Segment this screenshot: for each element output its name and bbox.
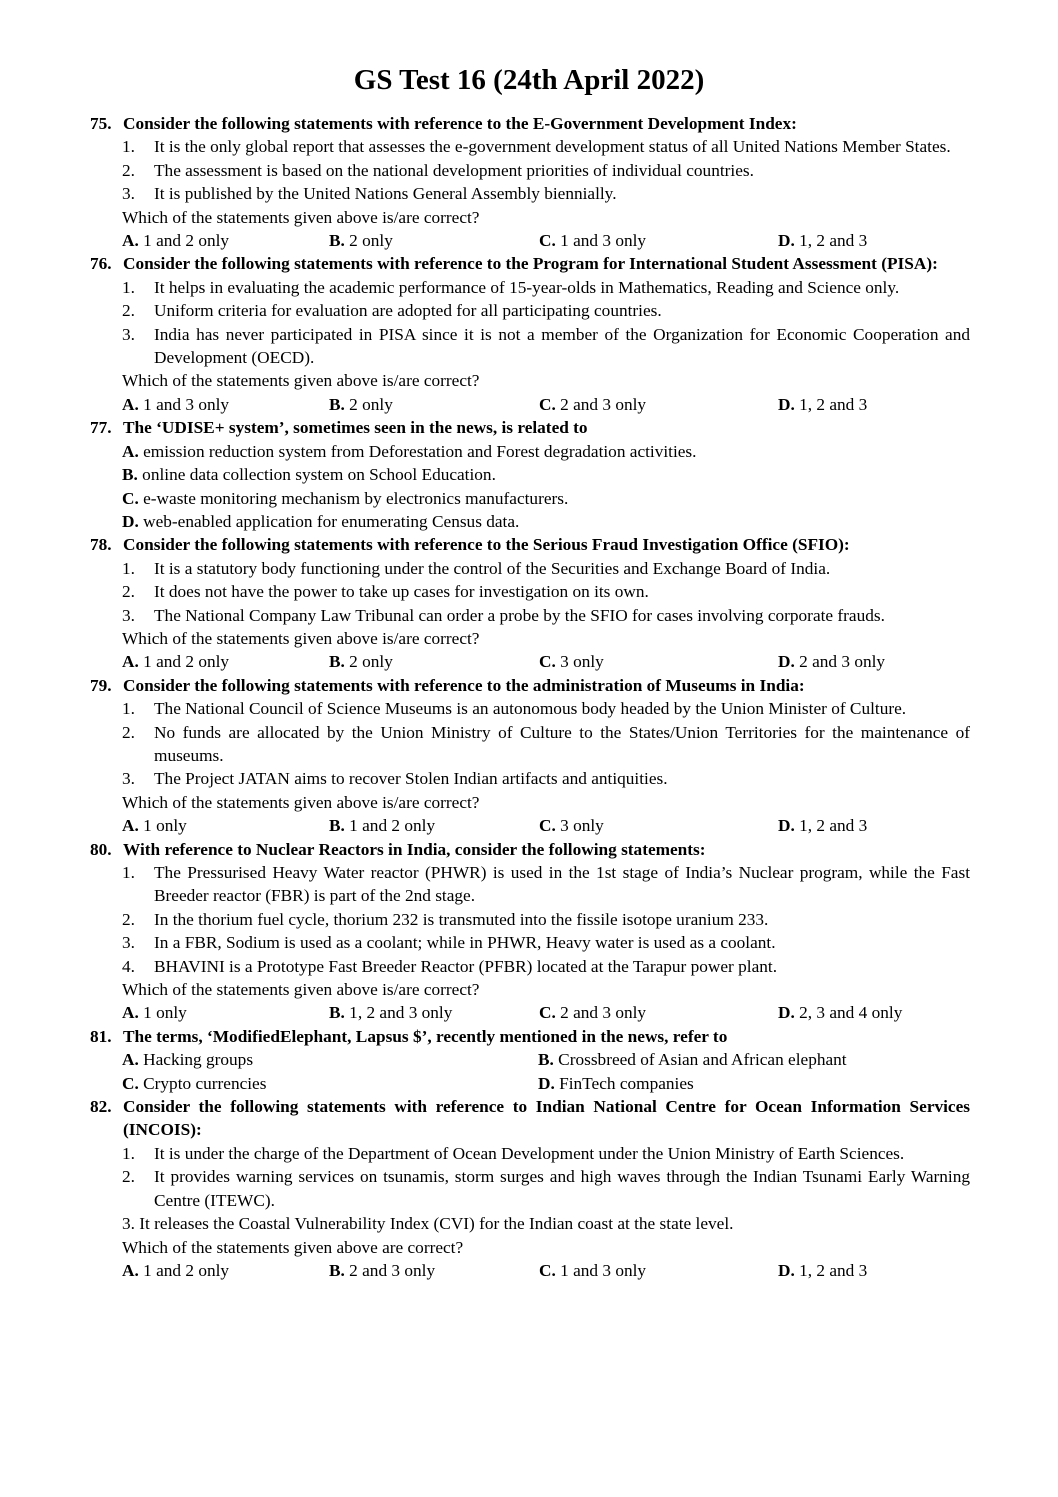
statement-text: It is under the charge of the Department of Ocean Development under the Union Ministry of Earth Sciences. [154, 1143, 905, 1163]
answer-option [778, 650, 970, 673]
statement-text: No funds are allocated by the Union Ministry of Culture to the States/Union Territories for the maintenance of museums. [154, 722, 970, 765]
statement-text: BHAVINI is a Prototype Fast Breeder Reactor (PFBR) located at the Tarapur power plant. [154, 956, 778, 976]
option-text: 3 only [555, 652, 604, 672]
statement-number: 1. [122, 699, 135, 719]
option-text: 2 and 3 only [555, 1003, 647, 1023]
question-prompt: Which of the statements given above is/are correct? [122, 792, 480, 812]
option-letter: B. [122, 465, 138, 485]
statement-text: It is the only global report that assesses the e-government development status of all United Nations Member States. [154, 137, 951, 157]
question-78 [90, 533, 970, 673]
option-letter: B. [329, 1003, 345, 1023]
option-letter: D. [778, 394, 795, 414]
answer-option [122, 650, 329, 673]
option-letter: D. [778, 231, 795, 251]
option-letter: C. [122, 488, 139, 508]
option-letter: D. [538, 1073, 555, 1093]
statement-text: Uniform criteria for evaluation are adopted for all participating countries. [154, 301, 662, 321]
option-letter: C. [539, 1003, 556, 1023]
answer-option [539, 1259, 778, 1282]
option-letter: C. [539, 652, 556, 672]
option-letter: C. [539, 231, 556, 251]
statement-text: It is a statutory body functioning under the control of the Securities and Exchange Board of India. [154, 558, 831, 578]
answer-option [778, 229, 970, 252]
question-prompt: Which of the statements given above is/are correct? [122, 371, 480, 391]
option-text: 1 and 3 only [555, 231, 647, 251]
answer-option [539, 814, 778, 837]
option-letter: A. [122, 652, 139, 672]
question-text: The terms, ‘ModifiedElephant, Lapsus $’, recently mentioned in the news, refer to [123, 1026, 728, 1046]
option-letter: B. [329, 816, 345, 836]
statement-number: 4. [122, 956, 135, 976]
statement-text: In a FBR, Sodium is used as a coolant; while in PHWR, Heavy water is used as a coolant. [154, 933, 776, 953]
option-letter: A. [122, 1260, 139, 1280]
statement-text: The assessment is based on the national development priorities of individual countries. [154, 160, 754, 180]
answer-option [778, 1259, 970, 1282]
answer-option [122, 229, 329, 252]
answer-options [122, 1001, 970, 1024]
answer-option [122, 463, 970, 486]
option-text: 1, 2 and 3 [794, 1260, 868, 1280]
statement-text: It helps in evaluating the academic performance of 15-year-olds in Mathematics, Reading and Science only. [154, 277, 900, 297]
option-text: web-enabled application for enumerating Census data. [138, 511, 520, 531]
answer-option [329, 650, 539, 673]
question-stem [90, 1095, 970, 1142]
option-letter: A. [122, 231, 139, 251]
option-text: Hacking groups [138, 1050, 254, 1070]
option-letter: A. [122, 1050, 139, 1070]
statement-item [122, 767, 970, 790]
statement-text: The National Council of Science Museums is an autonomous body headed by the Union Minister of Culture. [154, 699, 907, 719]
question-text: Consider the following statements with reference to the E-Government Development Index: [123, 114, 797, 133]
statement-number: 2. [122, 301, 135, 321]
option-text: 1, 2 and 3 only [344, 1003, 453, 1023]
option-text: 2 and 3 only [794, 652, 886, 672]
option-text: 1 only [138, 1003, 187, 1023]
question-text: Consider the following statements with reference to the administration of Museums in India: [123, 675, 805, 695]
option-letter: A. [122, 816, 139, 836]
statement-item [122, 908, 970, 931]
answer-option [122, 814, 329, 837]
statement-text: The Pressurised Heavy Water reactor (PHWR) is used in the 1st stage of India’s Nuclear program, while the Fast Breeder reactor (FBR) is part of the 2nd stage. [154, 863, 970, 906]
question-stem [90, 112, 970, 135]
statement-item [122, 135, 970, 158]
answer-options [122, 814, 970, 837]
option-text: 1, 2 and 3 [794, 816, 868, 836]
statement-number: 2. [122, 1167, 135, 1187]
answer-option [778, 814, 970, 837]
answer-option [778, 1001, 970, 1024]
question-number: 79. [90, 675, 112, 695]
question-number: 78. [90, 535, 112, 555]
answer-option [122, 487, 970, 510]
answer-option [122, 510, 970, 533]
option-letter: C. [539, 394, 556, 414]
question-number: 80. [90, 839, 112, 859]
option-text: 2, 3 and 4 only [794, 1003, 903, 1023]
option-letter: A. [122, 394, 139, 414]
statement-item [122, 861, 970, 908]
statement-number: 3. [122, 769, 135, 789]
question-stem [90, 1025, 970, 1048]
question-text: With reference to Nuclear Reactors in India, consider the following statements: [123, 839, 706, 859]
statement-item [122, 604, 970, 627]
statement-item [122, 1165, 970, 1212]
question-text: Consider the following statements with reference to Indian National Centre for Ocean Information Services (INCOIS): [123, 1097, 970, 1140]
option-text: 1, 2 and 3 [794, 231, 868, 251]
question-number: 77. [90, 418, 112, 438]
statement-number: 3. [122, 605, 135, 625]
option-text: 2 only [344, 231, 393, 251]
question-number: 81. [90, 1026, 112, 1046]
option-letter: B. [329, 1260, 345, 1280]
option-letter: C. [539, 816, 556, 836]
answer-option [122, 1259, 329, 1282]
question-prompt: Which of the statements given above is/are correct? [122, 628, 480, 648]
question-81 [90, 1025, 970, 1095]
answer-option [122, 1001, 329, 1024]
option-text: 3 only [555, 816, 604, 836]
answer-option [122, 1048, 538, 1071]
statement-item [122, 580, 970, 603]
question-text: Consider the following statements with reference to the Serious Fraud Investigation Office (SFIO): [123, 535, 850, 555]
question-stem [90, 533, 970, 556]
question-text: Consider the following statements with reference to the Program for International Student Assessment (PISA): [123, 254, 938, 274]
answer-option [122, 393, 329, 416]
answer-options [122, 650, 970, 673]
statement-text: It provides warning services on tsunamis, storm surges and high waves through the Indian Tsunami Early Warning Centre (ITEWC). [154, 1167, 970, 1210]
answer-options [122, 393, 970, 416]
option-text: online data collection system on School Education. [137, 465, 496, 485]
answer-options [122, 1048, 970, 1095]
option-text: 1 and 2 only [138, 1260, 230, 1280]
statement-number: 1. [122, 558, 135, 578]
statement-item [122, 557, 970, 580]
question-stem [90, 252, 970, 275]
question-number: 75. [90, 114, 112, 133]
option-letter: D. [778, 816, 795, 836]
option-letter: C. [539, 1260, 556, 1280]
answer-option [329, 1001, 539, 1024]
statement-number: 2. [122, 722, 135, 742]
statement-number: 1. [122, 1143, 135, 1163]
option-text: emission reduction system from Deforestation and Forest degradation activities. [138, 441, 697, 461]
statement-item [122, 276, 970, 299]
answer-options [90, 440, 970, 534]
option-text: 1, 2 and 3 [794, 394, 868, 414]
statement-number: 1. [122, 277, 135, 297]
statement-item [122, 1142, 970, 1165]
statement-item [122, 721, 970, 768]
statement-item [122, 1212, 970, 1235]
answer-option [538, 1072, 970, 1095]
statement-text: India has never participated in PISA since it is not a member of the Organization for Economic Cooperation and Development (OECD). [154, 324, 970, 368]
question-number: 82. [90, 1097, 112, 1117]
option-text: Crypto currencies [138, 1073, 267, 1093]
option-text: 2 and 3 only [555, 394, 647, 414]
statement-text: In the thorium fuel cycle, thorium 232 is transmuted into the fissile isotope uranium 233. [154, 909, 769, 929]
statement-text: It does not have the power to take up cases for investigation on its own. [154, 582, 649, 602]
option-text: 1 and 3 only [138, 394, 230, 414]
option-letter: D. [778, 1003, 795, 1023]
question-79 [90, 674, 970, 838]
statement-item [122, 323, 970, 370]
option-text: FinTech companies [554, 1073, 694, 1093]
answer-option [778, 393, 970, 416]
statement-item [122, 182, 970, 205]
question-82 [90, 1095, 970, 1282]
question-stem [90, 416, 970, 439]
statement-text: The Project JATAN aims to recover Stolen Indian artifacts and antiquities. [154, 769, 668, 789]
question-77 [90, 416, 970, 533]
answer-option [538, 1048, 970, 1071]
statement-number: 2. [122, 160, 135, 180]
option-text: 2 only [344, 394, 393, 414]
answer-option [329, 1259, 539, 1282]
option-text: 2 only [344, 652, 393, 672]
statement-number: 1. [122, 137, 135, 157]
option-letter: B. [329, 231, 345, 251]
answer-option [539, 393, 778, 416]
question-prompt: Which of the statements given above is/are correct? [122, 207, 480, 227]
question-80 [90, 838, 970, 1025]
option-text: 2 and 3 only [344, 1260, 436, 1280]
answer-option [539, 1001, 778, 1024]
answer-option [329, 393, 539, 416]
option-letter: A. [122, 441, 139, 461]
statement-number: 3. [122, 324, 135, 344]
option-text: Crossbreed of Asian and African elephant [553, 1050, 847, 1070]
answer-option [329, 229, 539, 252]
statement-number: 2. [122, 582, 135, 602]
option-letter: C. [122, 1073, 139, 1093]
question-text: The ‘UDISE+ system’, sometimes seen in the news, is related to [123, 418, 588, 438]
question-prompt: Which of the statements given above is/are correct? [122, 980, 480, 1000]
question-list [90, 112, 970, 1282]
statement-item [122, 159, 970, 182]
option-letter: D. [778, 1260, 795, 1280]
answer-option [122, 440, 970, 463]
statement-item [122, 931, 970, 954]
statement-number: 3. [122, 184, 135, 204]
statement-number: 3. [122, 933, 135, 953]
answer-option [329, 814, 539, 837]
question-76 [90, 252, 970, 416]
option-text: 1 only [138, 816, 187, 836]
option-text: 1 and 3 only [555, 1260, 647, 1280]
answer-options [122, 1259, 970, 1282]
question-75 [90, 112, 970, 252]
option-letter: B. [538, 1050, 554, 1070]
statement-number: 1. [122, 863, 135, 882]
statement-number: 2. [122, 909, 135, 929]
statement-item [122, 697, 970, 720]
option-letter: B. [329, 652, 345, 672]
option-letter: D. [778, 652, 795, 672]
option-text: 1 and 2 only [138, 652, 230, 672]
option-text: 1 and 2 only [138, 231, 230, 251]
statement-item [122, 299, 970, 322]
answer-option [122, 1072, 538, 1095]
question-stem [90, 838, 970, 861]
question-number: 76. [90, 254, 112, 274]
option-text: 1 and 2 only [344, 816, 436, 836]
page-title: GS Test 16 (24th April 2022) [353, 64, 705, 96]
statement-item [122, 955, 970, 978]
answer-option [539, 229, 778, 252]
option-letter: A. [122, 1003, 139, 1023]
answer-option [539, 650, 778, 673]
option-letter: B. [329, 394, 345, 414]
statement-text: The National Company Law Tribunal can order a probe by the SFIO for cases involving corporate frauds. [154, 605, 885, 625]
question-stem [90, 674, 970, 697]
answer-options [122, 229, 970, 252]
option-text: e-waste monitoring mechanism by electronics manufacturers. [138, 488, 569, 508]
question-prompt: Which of the statements given above are correct? [122, 1237, 464, 1257]
option-letter: D. [122, 511, 139, 531]
statement-text: It is published by the United Nations General Assembly biennially. [154, 184, 617, 204]
statement-text: 3. It releases the Coastal Vulnerability Index (CVI) for the Indian coast at the state level. [122, 1214, 734, 1234]
